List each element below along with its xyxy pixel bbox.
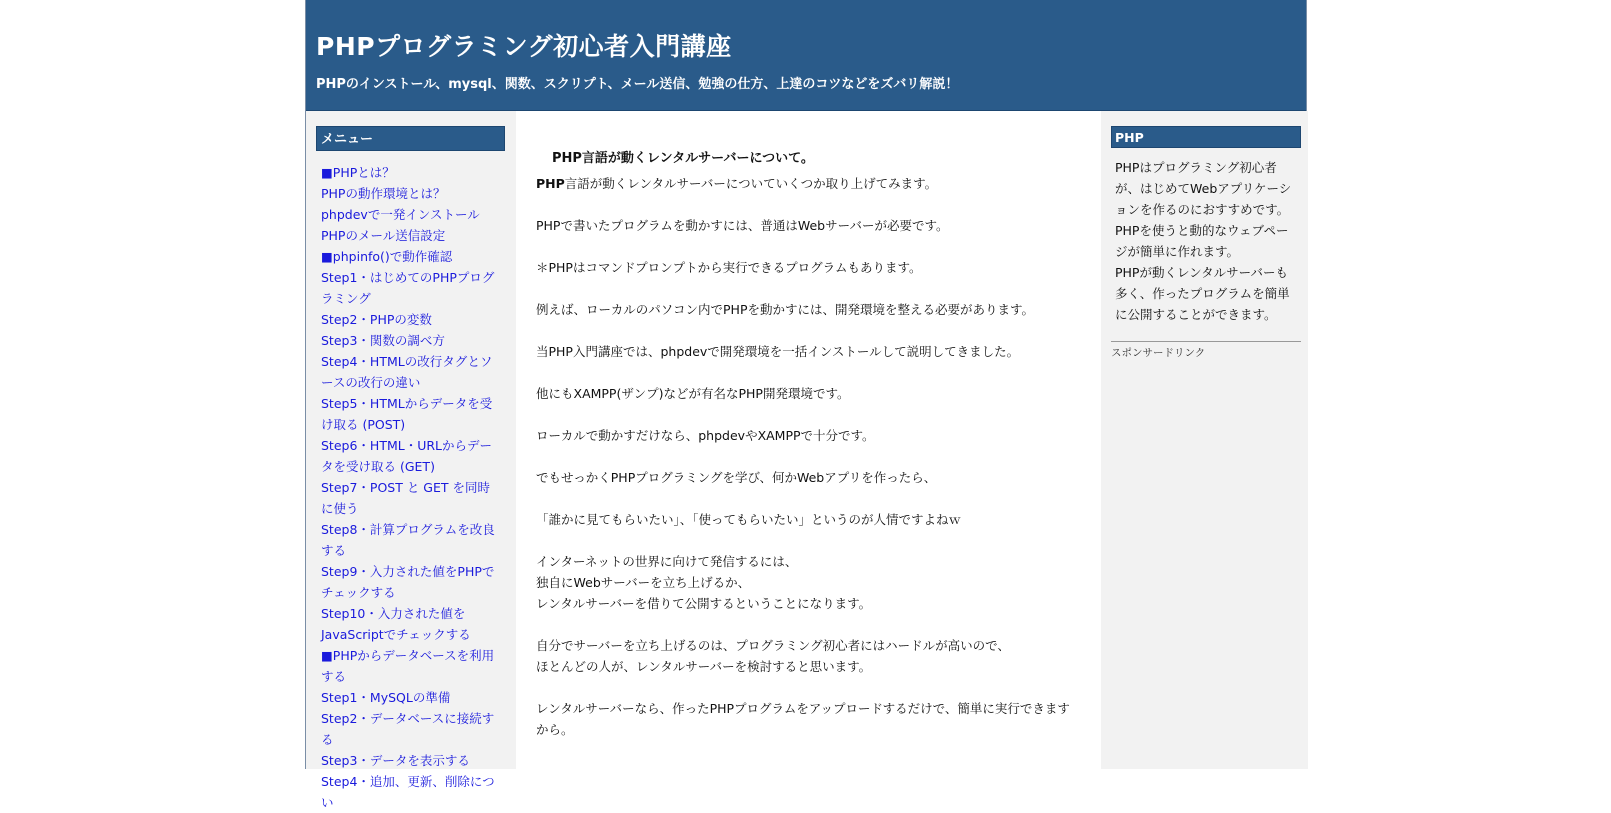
right-text [1115,157,1297,325]
left-sidebar [306,111,516,810]
intro-bold: PHP [536,176,565,191]
sidebar-item [321,561,501,603]
site-title[interactable]: PHPプログラミング初心者入門講座 [316,32,732,61]
article-paragraphs [536,215,1076,740]
sidebar-link[interactable]: Step2・データベースに接続する [321,711,495,747]
sidebar-item [321,309,501,330]
sidebar-link[interactable]: Step5・HTMLからデータを受け取る (POST) [321,396,493,432]
article-paragraph: 他にもXAMPP(ザンプ)などが有名なPHP開発環境です。 [536,386,850,401]
sidebar-item [321,477,501,519]
article-body [536,173,1076,761]
sidebar-item [321,393,501,435]
sidebar-link[interactable]: Step10・入力された値をJavaScriptでチェックする [321,606,471,642]
article-intro [536,173,1076,194]
sidebar-heading: メニュー [316,126,505,151]
right-heading: PHP [1111,126,1301,148]
site-header [306,0,1306,111]
sidebar-link[interactable]: Step3・データを表示する [321,753,470,768]
intro-rest: 言語が動くレンタルサーバーについていくつか取り上げてみます。 [564,176,938,191]
article-paragraph: 自分でサーバーを立ち上げるのは、プログラミング初心者にはハードルが高いので、 ほとんどの人が、レンタルサーバーを検討すると思います。 [536,638,1010,674]
sidebar-link[interactable]: Step4・HTMLの改行タグとソースの改行の違い [321,354,493,390]
article-paragraph: 「誰かに見てもらいたい」、「使ってもらいたい」というのが人情ですよねｗ [536,512,962,527]
sidebar-item [321,750,501,771]
right-paragraph: PHPが動くレンタルサーバーも多く、作ったプログラムを簡単に公開することができます。 [1115,265,1290,322]
sidebar-link[interactable]: PHPの動作環境とは？ [321,186,446,201]
sidebar-link[interactable]: phpdevで一発インストール [321,207,480,222]
page [305,0,1307,810]
article-paragraph: 例えば、ローカルのパソコン内でPHPを動かすには、開発環境を整える必要があります。 [536,302,1034,317]
right-paragraph: PHPを使うと動的なウェブページが簡単に作れます。 [1115,223,1289,259]
article-title: PHP言語が動くレンタルサーバーについて。 [552,151,814,166]
sidebar-menu [321,162,501,813]
sidebar-item [321,267,501,309]
article-paragraph: でもせっかくPHPプログラミングを学び、何かWebアプリを作ったら、 [536,470,937,485]
sidebar-item [321,183,501,204]
sidebar-link[interactable]: Step3・関数の調べ方 [321,333,445,348]
sidebar-link[interactable]: Step9・入力された値をPHPでチェックする [321,564,495,600]
divider [1111,341,1301,342]
sidebar-link[interactable]: ■phpinfo()で動作確認 [321,249,453,264]
article-paragraph: PHPで書いたプログラムを動かすには、普通はWebサーバーが必要です。 [536,218,949,233]
sidebar-link[interactable]: Step1・MySQLの準備 [321,690,451,705]
sidebar-item [321,708,501,750]
sidebar-link[interactable]: Step4・追加、更新、削除につい [321,774,495,810]
sidebar-item [321,225,501,246]
article-paragraph: インターネットの世界に向けて発信するには、 独自にWebサーバーを立ち上げるか、 レンタルサーバーを借りて公開するということになります。 [536,554,872,611]
right-paragraph: PHPはプログラミング初心者が、はじめてWebアプリケーションを作るのにおすすめです。 [1115,160,1292,217]
sidebar-link[interactable]: Step8・計算プログラムを改良する [321,522,495,558]
sidebar-link[interactable]: Step1・はじめてのPHPプログラミング [321,270,495,306]
sidebar-item [321,603,501,645]
article-paragraph: ローカルで動かすだけなら、phpdevやXAMPPで十分です。 [536,428,875,443]
article-paragraph: レンタルサーバーなら、作ったPHPプログラムをアップロードするだけで、簡単に実行できますから。 [536,701,1070,737]
sidebar-item [321,330,501,351]
sidebar-item [321,204,501,225]
main-content [516,111,1101,769]
sidebar-link[interactable]: PHPのメール送信設定 [321,228,446,243]
sidebar-link[interactable]: Step2・PHPの変数 [321,312,432,327]
sidebar-link[interactable]: Step6・HTML・URLからデータを受け取る (GET) [321,438,492,474]
sponsor-label: スポンサードリンク [1111,347,1206,359]
site-tagline: PHPのインストール、mysql、関数、スクリプト、メール送信、勉強の仕方、上達のコツなどをズバリ解説！ [316,77,959,92]
sidebar-link[interactable]: Step7・POST と GET を同時に使う [321,480,491,516]
sidebar-link[interactable]: ■PHPとは？ [321,165,395,180]
sidebar-link[interactable]: ■PHPからデータベースを利用する [321,648,495,684]
right-sidebar [1101,111,1308,769]
sidebar-item [321,435,501,477]
sidebar-item [321,162,501,183]
article-paragraph: ＊PHPはコマンドプロンプトから実行できるプログラムもあります。 [536,260,922,275]
sidebar-item [321,687,501,708]
sidebar-item [321,645,501,687]
sidebar-item [321,246,501,267]
sidebar-item [321,351,501,393]
article-paragraph: 当PHP入門講座では、phpdevで開発環境を一括インストールして説明してきました。 [536,344,1020,359]
sidebar-item [321,519,501,561]
sidebar-item [321,771,501,813]
